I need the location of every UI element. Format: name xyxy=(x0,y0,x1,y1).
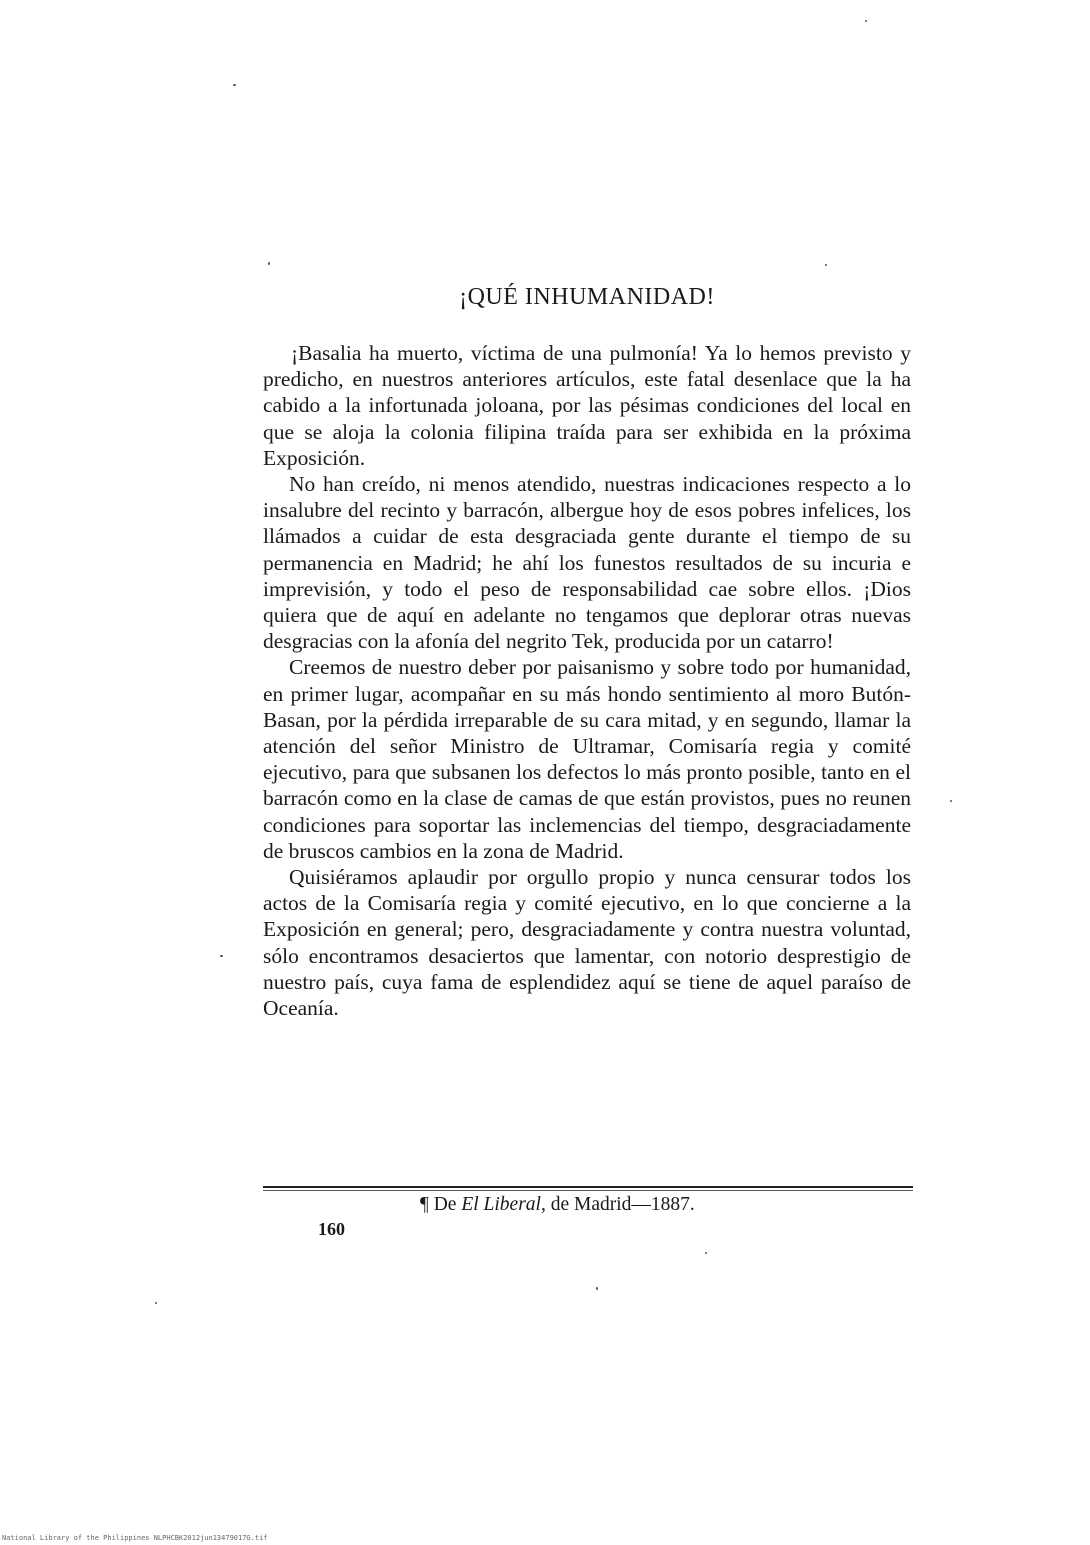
scan-speck xyxy=(155,1302,157,1304)
footnote-divider-thin xyxy=(263,1190,913,1191)
scan-speck xyxy=(268,262,270,265)
paragraph-1: ¡Basalia ha muerto, víctima de una pulmonía! Ya lo hemos previsto y predicho, en nuestros anteriores artículos, este fatal desenlace que la ha cabido a la infortunada joloana, por las pésimas condiciones del local en que se aloja la colonia filipina traída para ser exhibida en la próxima Exposición. xyxy=(263,341,911,470)
paragraph-3: Creemos de nuestro deber por paisanismo y sobre todo por humanidad, en primer lugar, acompañar en su más hondo sentimiento al moro Butón-Basan, por la pérdida irreparable de su cara mitad, y en segundo, llamar la atención del señor Ministro de Ultramar, Comisaría regia y comité ejecutivo, para que subsanen los defectos lo más pronto posible, tanto en el barracón como en la clase de camas de que están provistos, pues no reunen condiciones para soportar las inclemencias del tiempo, desgraciadamente de bruscos cambios en la zona de Madrid. xyxy=(263,655,911,863)
scan-speck xyxy=(950,800,952,802)
scan-speck xyxy=(705,1252,707,1254)
paragraph-2: No han creído, ni menos atendido, nuestras indicaciones respecto a lo insalubre del recinto y barracón, albergue hoy de esos pobres infelices, los llámados a cuidar de esta desgraciada gente durante el tiempo de su permanencia en Madrid; he ahí los funestos resultados de su incuria e imprevisión, y todo el peso de responsabilidad cae sobre ellos. ¡Dios quiera que de aquí en adelante no tengamos que deplorar otras nuevas desgracias con la afonía del negrito Tek, producida por un catarro! xyxy=(263,472,911,654)
library-stamp: National Library of the Philippines NLPHCBK2012jun13479017G.tif xyxy=(2,1534,268,1542)
pilcrow-mark: ¶ De xyxy=(420,1194,462,1215)
publication-name: El Liberal, xyxy=(461,1194,546,1215)
scan-speck xyxy=(596,1287,598,1290)
scan-speck xyxy=(865,20,867,22)
footnote-divider xyxy=(263,1186,913,1188)
scan-speck xyxy=(825,264,827,266)
page-number: 160 xyxy=(318,1219,345,1239)
article-title: ¡QUÉ INHUMANIDAD! xyxy=(459,284,715,310)
source-details: de Madrid—1887. xyxy=(545,1194,695,1215)
scan-speck xyxy=(233,84,236,86)
scan-speck xyxy=(220,955,223,957)
paragraph-4: Quisiéramos aplaudir por orgullo propio y nunca censurar todos los actos de la Comisaría regia y comité ejecutivo, en lo que concierne a la Exposición en general; pero, desgraciadamente y contra nuestra voluntad, sólo encontramos desaciertos que lamentar, con notorio desprestigio de nuestro país, cuya fama de esplendidez aquí se tiene de aquel paraíso de Oceanía. xyxy=(263,865,911,1021)
source-footnote xyxy=(420,1194,695,1216)
article-body xyxy=(263,340,911,1021)
